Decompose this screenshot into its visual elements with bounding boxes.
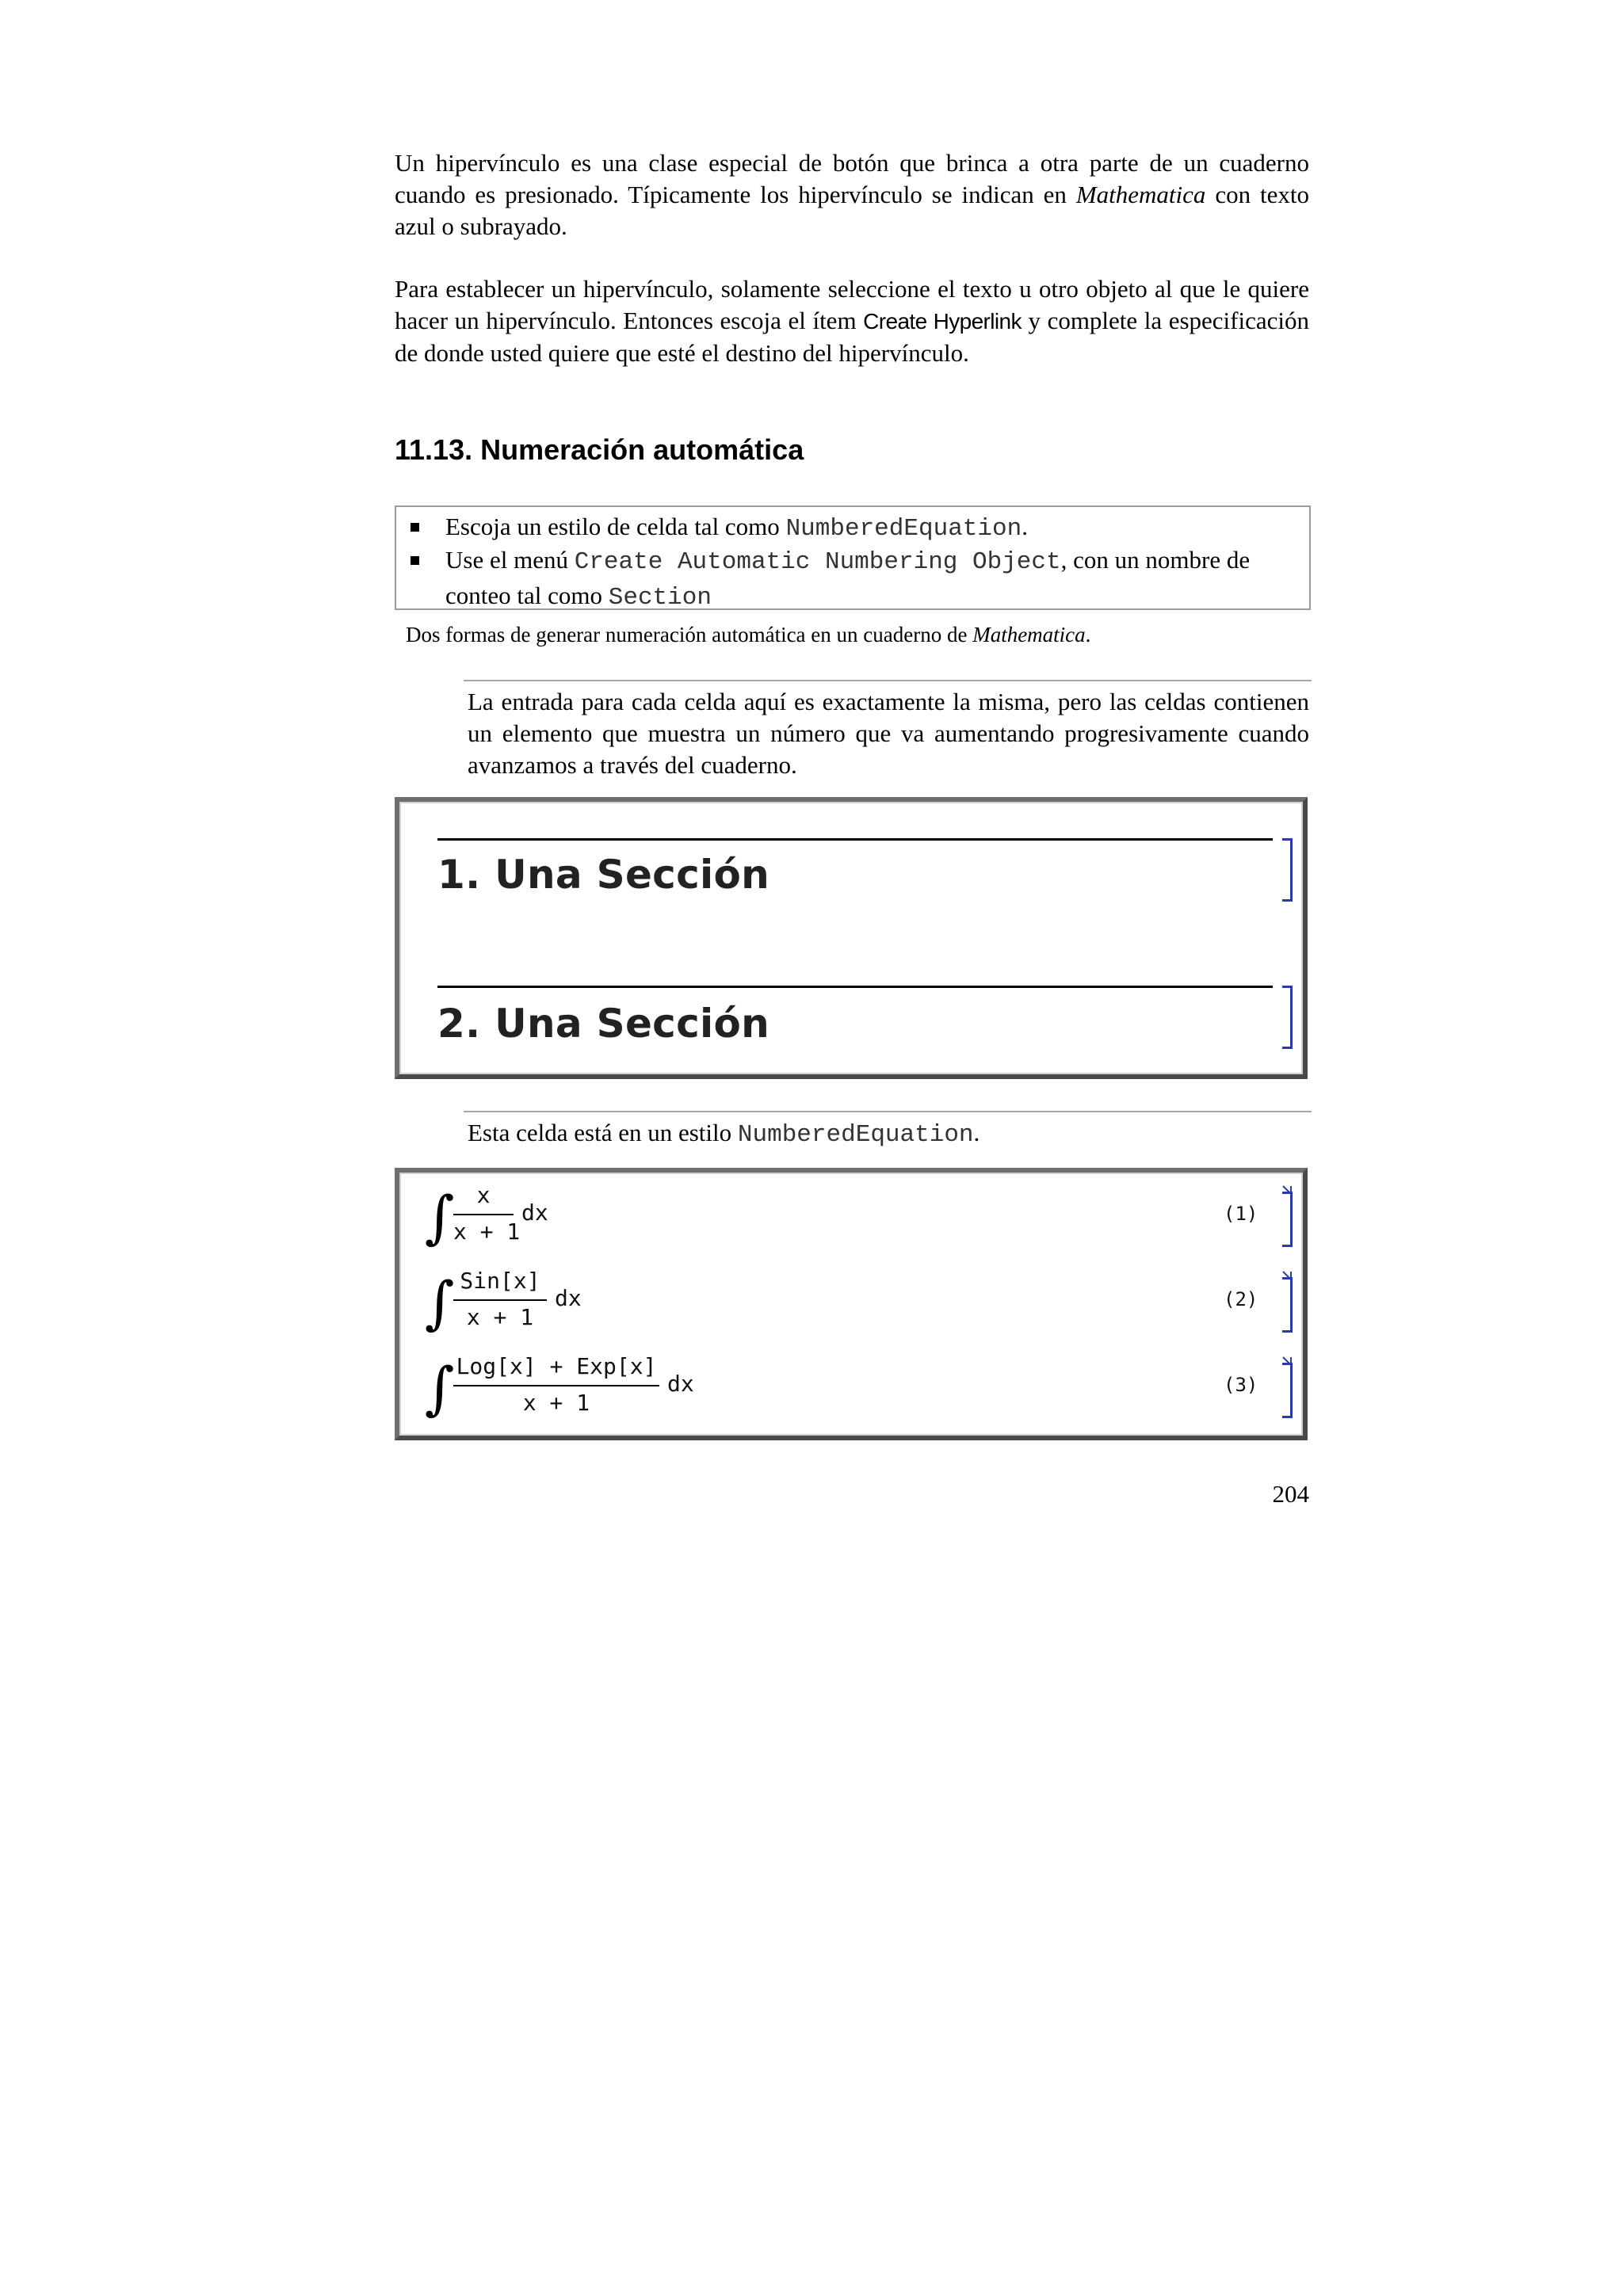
cell-bracket-icon [1282, 986, 1293, 1049]
cell-bracket-icon [1282, 1363, 1293, 1418]
integral-sign: ∫ [425, 1355, 455, 1421]
fraction-numerator: Log[x] + Exp[x] [456, 1353, 657, 1379]
bullet-text [445, 510, 1277, 546]
note-text-part: Esta celda está en un estilo [468, 1119, 738, 1146]
differential: dx [555, 1285, 582, 1311]
cell-bracket-icon [1282, 838, 1293, 902]
bullet-text-part: . [1022, 513, 1028, 540]
cell-bracket-tick-icon [1282, 1185, 1292, 1195]
differential: dx [521, 1199, 548, 1226]
menu-item-create-hyperlink: Create Hyperlink [863, 309, 1022, 334]
cell-bracket-icon [1282, 1192, 1293, 1247]
section-rule [437, 838, 1273, 841]
paragraph-create-hyperlink [395, 273, 1309, 369]
fraction-denominator: x + 1 [453, 1219, 521, 1245]
fraction-numerator: x [476, 1182, 491, 1208]
code-section: Section [608, 584, 712, 612]
section-title: 2. Una Sección [437, 1001, 770, 1047]
fraction-bar [453, 1385, 659, 1386]
bullet-square-icon [411, 523, 419, 532]
bullet-text-part: , con un nombre de conteo tal como [445, 546, 1251, 609]
mathematica-italic: Mathematica [1075, 181, 1206, 208]
differential: dx [667, 1371, 694, 1397]
equation-number: (2) [1224, 1288, 1258, 1310]
page-number: 204 [1272, 1480, 1309, 1508]
note-text: La entrada para cada celda aquí es exactamente la misma, pero las celdas contienen un elemento que muestra un número que va aumentando progresivamente cuando avanzamos a través del cuaderno. [468, 688, 1309, 779]
fraction-denominator: x + 1 [522, 1390, 590, 1416]
paragraph-text: Para establecer un hipervínculo, solamente seleccione el texto u otro objeto al que le quiere hacer un hipervínculo. Entonces escoja el ítem [395, 275, 1309, 334]
code-numbered-equation: NumberedEquation [785, 515, 1022, 543]
notebook-sections-screenshot [395, 797, 1308, 1079]
mathematica-italic: Mathematica [972, 623, 1086, 646]
section-rule [437, 986, 1273, 988]
bullet-text [445, 543, 1277, 615]
fraction-bar [453, 1299, 547, 1301]
cell-bracket-tick-icon [1282, 1356, 1292, 1366]
section-title: 1. Una Sección [437, 852, 770, 898]
figure-caption [406, 621, 1309, 648]
bullet-square-icon [411, 556, 419, 565]
cell-bracket-tick-icon [1282, 1271, 1292, 1280]
equation-number: (1) [1224, 1203, 1258, 1225]
notebook-equations-screenshot [395, 1168, 1308, 1440]
paragraph-hyperlink-intro [395, 147, 1309, 242]
fraction-numerator: Sin[x] [460, 1268, 540, 1294]
caption-text: . [1085, 623, 1091, 646]
fraction-bar [453, 1214, 514, 1215]
note-text [468, 1117, 1309, 1151]
note-text-part: . [973, 1119, 980, 1146]
code-numbered-equation: NumberedEquation [737, 1121, 974, 1149]
bullet-text-part: Use el menú [445, 546, 575, 574]
fraction-denominator: x + 1 [466, 1304, 534, 1330]
note-divider [464, 1111, 1312, 1112]
paragraph-text: y complete la especificación de donde usted quiere que esté el destino del hipervínculo. [395, 307, 1309, 367]
paragraph-text: Un hipervínculo es una clase especial de botón que brinca a otra parte de un cuaderno cuando es presionado. Típicamente los hipervínculo se indican en [395, 149, 1309, 208]
bullet-text-part: Escoja un estilo de celda tal como [445, 513, 786, 540]
paragraph-text: con texto azul o subrayado. [395, 181, 1309, 240]
equation-number: (3) [1224, 1374, 1258, 1396]
integral-sign: ∫ [425, 1269, 455, 1336]
integral-sign: ∫ [425, 1184, 455, 1250]
caption-text: Dos formas de generar numeración automática en un cuaderno de [406, 623, 973, 646]
cell-bracket-icon [1282, 1277, 1293, 1333]
bullet-box [395, 505, 1311, 610]
note-divider [464, 680, 1312, 681]
code-create-automatic-numbering-object: Create Automatic Numbering Object [574, 548, 1061, 576]
section-heading: 11.13. Numeración automática [395, 433, 804, 466]
